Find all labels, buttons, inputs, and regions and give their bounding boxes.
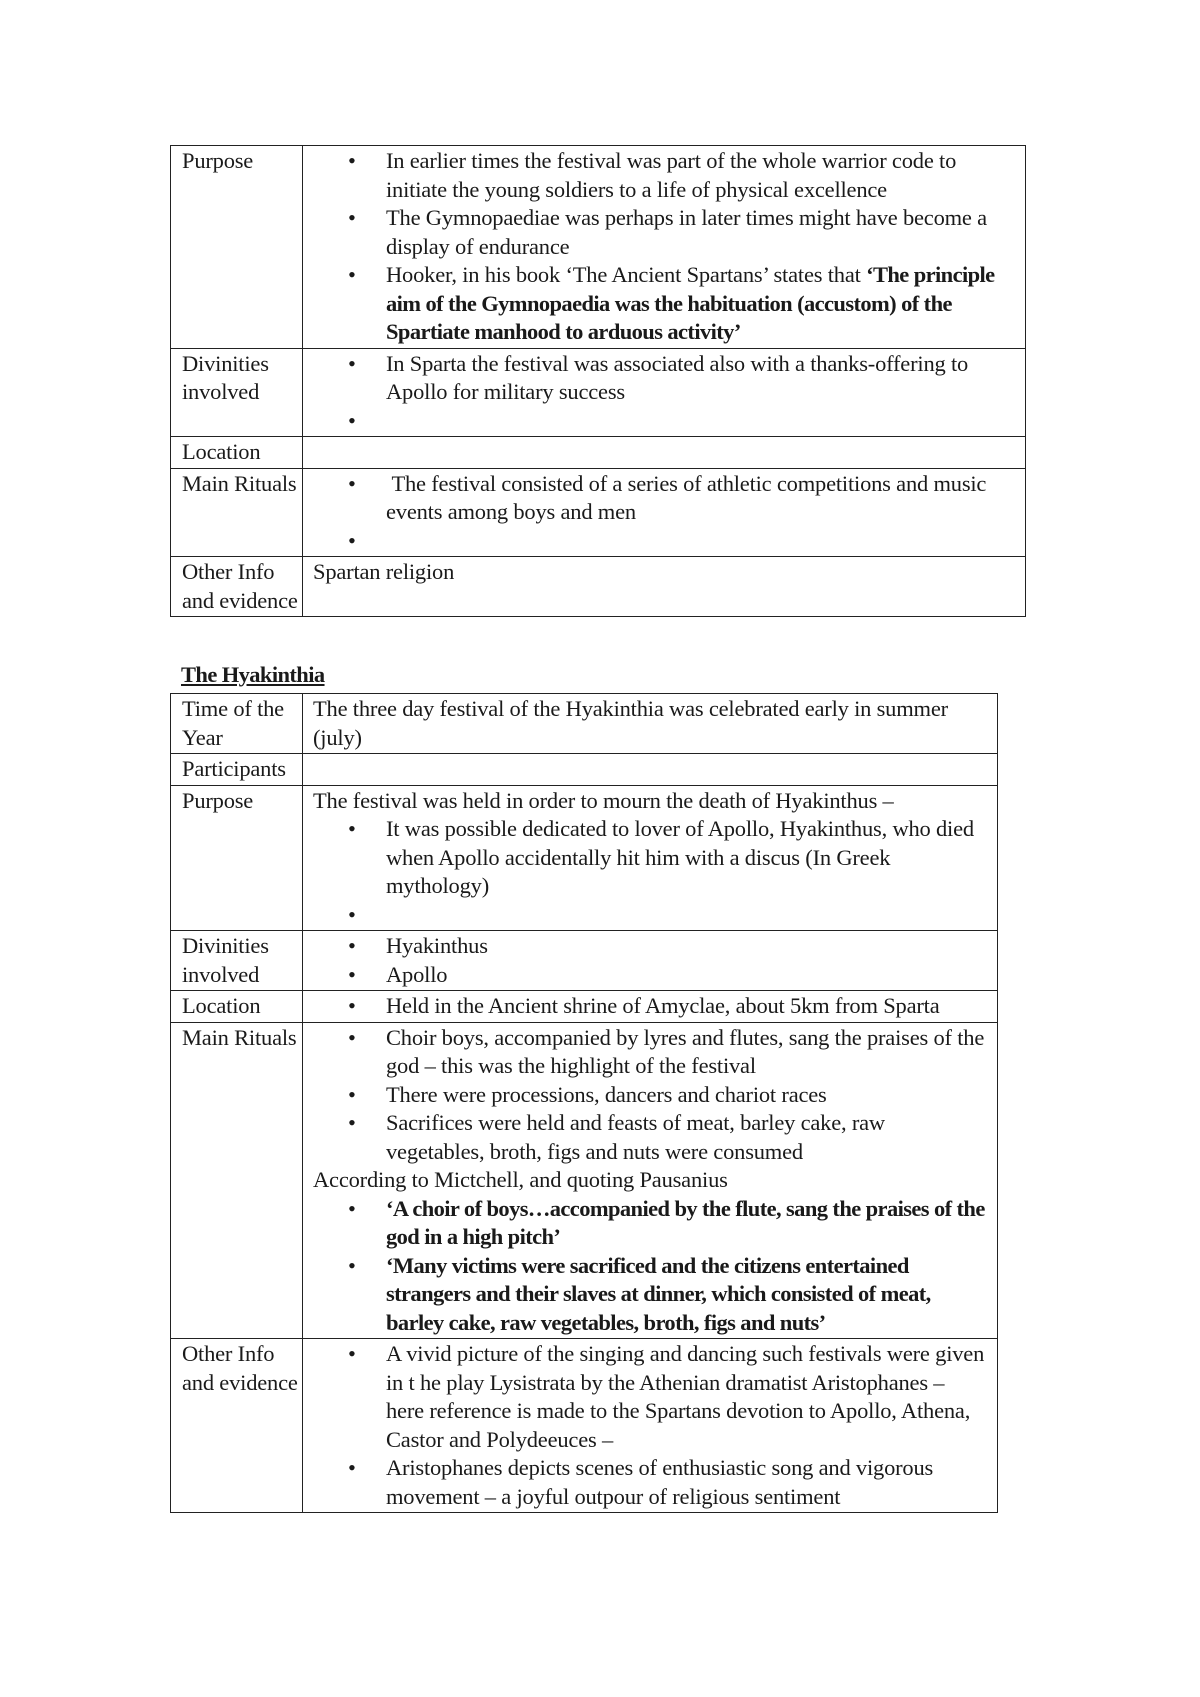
purpose-intro: The festival was held in order to mourn the death of Hyakinthus – xyxy=(313,787,894,813)
table-row xyxy=(171,931,998,991)
row-content-time: The three day festival of the Hyakinthia was celebrated early in summer (july) xyxy=(303,694,998,754)
row-label-time: Time of the Year xyxy=(171,694,303,754)
table-row xyxy=(171,348,1026,437)
row-content-location xyxy=(303,991,998,1023)
row-label-location: Location xyxy=(171,437,303,469)
table-row xyxy=(171,468,1026,557)
row-content-rituals xyxy=(303,1022,998,1339)
row-label-divinities: Divinities involved xyxy=(171,931,303,991)
table-row xyxy=(171,694,998,754)
list-item: • ‘A choir of boys…accompanied by the flute, sang the praises of the god in a high pitch’ xyxy=(348,1195,985,1249)
list-item-empty: • xyxy=(348,407,356,433)
list-item: • The Gymnopaediae was perhaps in later times might have become a display of endurance xyxy=(348,205,987,259)
row-content-purpose xyxy=(303,146,1026,349)
list-item: • Aristophanes depicts scenes of enthusiastic song and vigorous movement – a joyful outpour of religious sentiment xyxy=(348,1455,934,1509)
table-row xyxy=(171,557,1026,617)
row-label-purpose: Purpose xyxy=(171,146,303,349)
list-item: • In earlier times the festival was part of the whole warrior code to initiate the young soldiers to a life of physical excellence xyxy=(348,148,957,202)
list-item: • The festival consisted of a series of athletic competitions and music events among boys and men xyxy=(348,470,992,524)
list-item: • Apollo xyxy=(348,961,448,987)
row-content-other xyxy=(303,1339,998,1513)
list-item: • Hyakinthus xyxy=(348,933,488,958)
table-row xyxy=(171,1022,998,1339)
row-content-divinities xyxy=(303,931,998,991)
list-item: • A vivid picture of the singing and dancing such festivals were given in t he play Lysistrata by the Athenian dramatist Aristophanes – here reference is made to the Spartans devotion to Apollo, Athena, Castor and Polydeeuces – xyxy=(348,1341,985,1452)
table-row xyxy=(171,754,998,786)
list-item: • It was possible dedicated to lover of Apollo, Hyakinthus, who died when Apollo accidentally hit him with a discus (In Greek mythology) xyxy=(348,816,974,898)
row-label-divinities: Divinities involved xyxy=(171,348,303,437)
row-label-other: Other Info and evidence xyxy=(171,1339,303,1513)
according-line: According to Mictchell, and quoting Pausanius xyxy=(313,1167,728,1192)
gymnopaedia-table xyxy=(170,145,1026,617)
row-label-rituals: Main Rituals xyxy=(171,468,303,557)
row-label-other: Other Info and evidence xyxy=(171,557,303,617)
list-item: • In Sparta the festival was associated also with a thanks-offering to Apollo for military success xyxy=(348,350,969,404)
table-row xyxy=(171,146,1026,349)
hooker-quote: ‘The principle aim of the Gymnopaedia was the habituation (accustom) of the Spartiate manhood to arduous activity’ xyxy=(386,262,995,344)
list-item: • Hooker, in his book ‘The Ancient Spartans’ states that ‘The principle aim of the Gymnopaedia was the habituation (accustom) of the Spartiate manhood to arduous activity’ xyxy=(348,262,995,344)
row-content-rituals xyxy=(303,468,1026,557)
row-content-purpose xyxy=(303,785,998,931)
table-row xyxy=(171,991,998,1023)
table-row xyxy=(171,1339,998,1513)
list-item: • There were processions, dancers and chariot races xyxy=(348,1081,827,1107)
section-heading: The Hyakinthia xyxy=(181,662,325,687)
row-label-participants: Participants xyxy=(171,754,303,786)
list-item: • ‘Many victims were sacrificed and the citizens entertained strangers and their slaves at dinner, which consisted of meat, barley cake, raw vegetables, broth, figs and nuts’ xyxy=(348,1252,931,1335)
row-content-other: Spartan religion xyxy=(303,557,1026,617)
row-label-rituals: Main Rituals xyxy=(171,1022,303,1339)
list-item-empty: • xyxy=(348,527,356,553)
hyakinthia-table xyxy=(170,693,998,1513)
table-row xyxy=(171,785,998,931)
list-item: • Sacrifices were held and feasts of meat, barley cake, raw vegetables, broth, figs and nuts were consumed xyxy=(348,1110,885,1164)
row-content-location xyxy=(303,437,1026,469)
list-item-empty: • xyxy=(348,901,356,927)
list-item: • Choir boys, accompanied by lyres and flutes, sang the praises of the god – this was the highlight of the festival xyxy=(348,1024,985,1078)
row-label-location: Location xyxy=(171,991,303,1023)
row-content-participants xyxy=(303,754,998,786)
table-row xyxy=(171,437,1026,469)
row-content-divinities xyxy=(303,348,1026,437)
list-item: • Held in the Ancient shrine of Amyclae, about 5km from Sparta xyxy=(348,993,940,1018)
row-label-purpose: Purpose xyxy=(171,785,303,931)
